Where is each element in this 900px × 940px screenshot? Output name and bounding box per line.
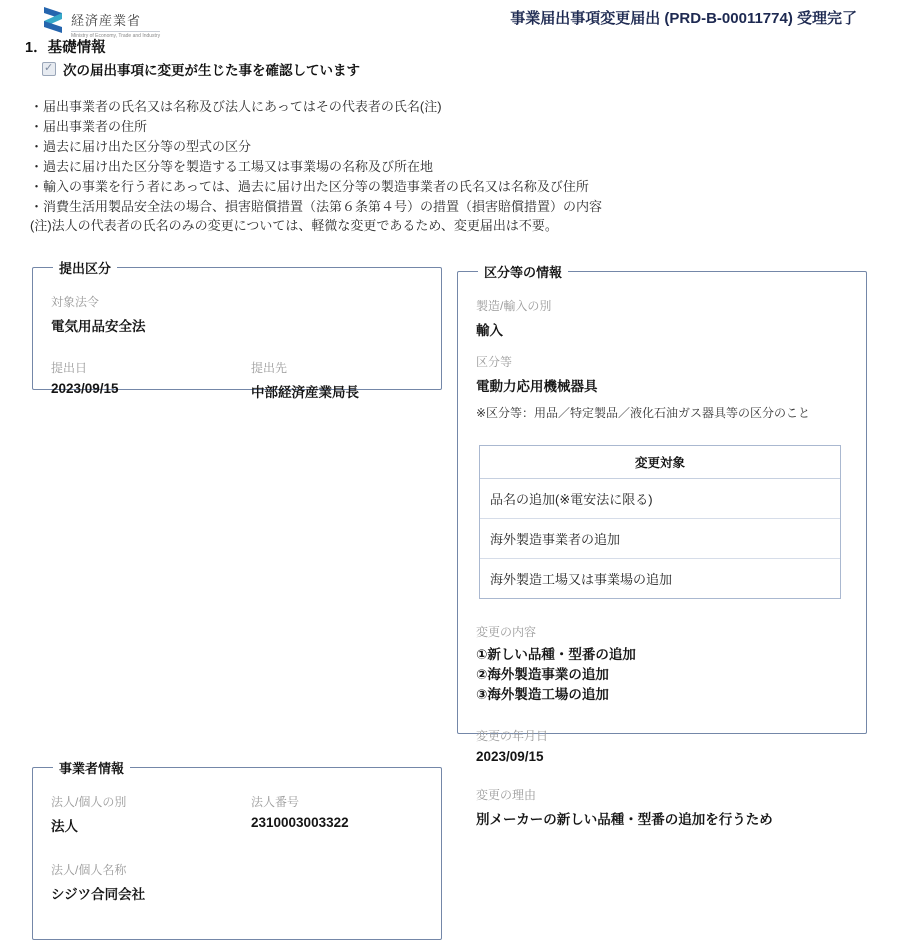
submit-dest-label: 提出先: [251, 361, 288, 375]
operator-name-label: 法人/個人名称: [51, 863, 127, 877]
note-item: ・輸入の事業を行う者にあっては、過去に届け出た区分等の製造事業者の氏名又は名称及び住所: [30, 178, 589, 194]
submit-date-label: 提出日: [51, 361, 88, 375]
confirmation-row: [42, 59, 360, 79]
confirmation-checkbox[interactable]: [42, 62, 56, 76]
law-value: 電気用品安全法: [51, 319, 146, 334]
mfg-import-label: 製造/輸入の別: [476, 299, 552, 313]
mfg-import-value: 輸入: [476, 323, 503, 338]
note-item: ・届出事業者の住所: [30, 118, 148, 134]
category-info-legend: 区分等の情報: [484, 265, 563, 280]
logo-org-name: 経済産業省: [71, 13, 142, 28]
page-title: 事業届出事項変更届出 (PRD-B-00011774) 受理完了: [510, 10, 857, 27]
change-date-label: 変更の年月日: [476, 729, 549, 743]
notification-notes-list: [30, 97, 602, 236]
change-content-label: 変更の内容: [476, 625, 537, 639]
category-note: ※区分等：用品／特定製品／液化石油ガス器具等の区分のこと: [476, 406, 811, 420]
change-content-line: ②海外製造事業の追加: [476, 667, 609, 682]
change-content-line: ①新しい品種・型番の追加: [476, 647, 636, 662]
note-item: (注)法人の代表者の氏名のみの変更については、軽微な変更であるため、変更届出は不要。: [30, 218, 558, 234]
confirmation-label: 次の届出事項に変更が生じた事を確認しています: [63, 63, 360, 78]
change-reason-value: 別メーカーの新しい品種・型番の追加を行うため: [476, 812, 773, 827]
operator-info-section: [32, 758, 442, 940]
change-date-value: 2023/09/15: [476, 749, 544, 764]
category-info-section: [457, 262, 867, 827]
submit-dest-value: 中部経済産業局長: [251, 385, 359, 400]
corp-number-value: 2310003003322: [251, 815, 349, 830]
submission-legend: 提出区分: [59, 261, 112, 276]
operator-info-legend: 事業者情報: [59, 761, 125, 776]
logo-org-name-en: Ministry of Economy, Trade and Industry: [71, 33, 161, 39]
category-label: 区分等: [476, 355, 513, 369]
meti-logo: [40, 6, 160, 39]
change-target-header: 変更対象: [480, 446, 840, 479]
change-content-lines: [476, 645, 848, 705]
change-target-row: 海外製造事業者の追加: [480, 519, 840, 559]
note-item: ・過去に届け出た区分等の型式の区分: [30, 138, 252, 154]
corp-number-label: 法人番号: [251, 795, 300, 809]
section1-heading: 1．基礎情報: [25, 40, 106, 56]
submission-section: [32, 258, 442, 400]
submit-date-value: 2023/09/15: [51, 381, 119, 396]
change-reason-label: 変更の理由: [476, 788, 537, 802]
meti-logo-icon: [40, 6, 66, 34]
change-content-line: ③海外製造工場の追加: [476, 687, 609, 702]
entity-type-value: 法人: [51, 819, 78, 834]
category-value: 電動力応用機械器具: [476, 379, 598, 394]
note-item: ・届出事業者の氏名又は名称及び法人にあってはその代表者の氏名(注): [30, 99, 442, 114]
note-item: ・消費生活用製品安全法の場合、損害賠償措置（法第６条第４号）の措置（損害賠償措置）の内容: [30, 198, 603, 214]
change-target-table: [479, 445, 841, 599]
change-target-row: 海外製造工場又は事業場の追加: [490, 572, 673, 587]
change-target-row: 品名の追加(※電安法に限る): [480, 479, 840, 519]
note-item: ・過去に届け出た区分等を製造する工場又は事業場の名称及び所在地: [30, 158, 434, 174]
entity-type-label: 法人/個人の別: [51, 795, 127, 809]
law-label: 対象法令: [51, 295, 100, 309]
operator-name-value: シジツ合同会社: [51, 887, 146, 902]
